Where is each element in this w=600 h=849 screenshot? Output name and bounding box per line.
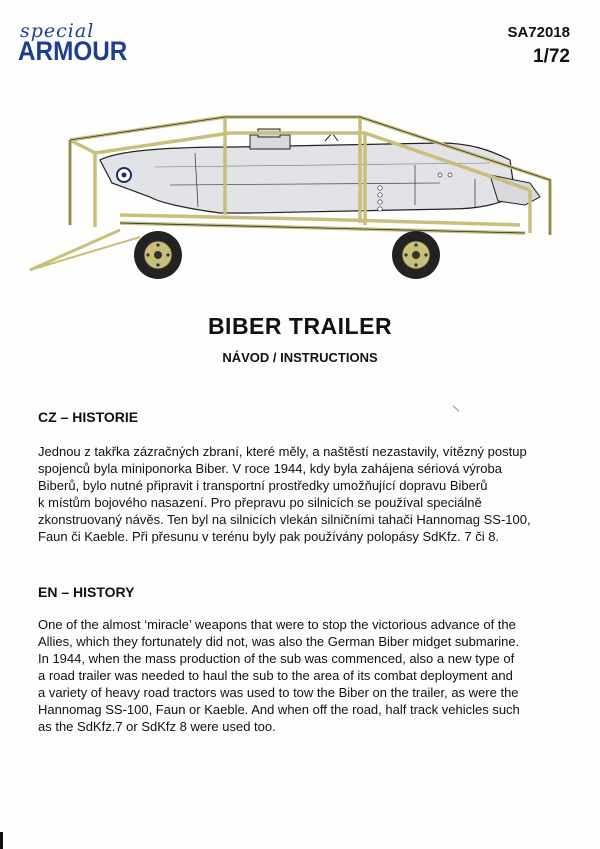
cz-line: zkonstruovaný návěs. Ten byl na silnicích vlekán silničními tahači Hannomag SS-100, — [38, 512, 531, 527]
en-heading: EN – HISTORY — [38, 584, 135, 600]
cz-line: Faun či Kaeble. Při přesunu v terénu byly pak používány polopásy SdKfz. 7 či 8. — [38, 529, 500, 544]
en-paragraph — [38, 616, 558, 735]
page-subtitle: NÁVOD / INSTRUCTIONS — [222, 350, 378, 365]
logo-special-text: special — [20, 20, 95, 42]
kit-code: SA72018 — [507, 24, 570, 41]
logo-armour-text: ARMOUR — [18, 36, 128, 66]
cz-line: spojenců byla miniponorka Biber. V roce 1944, kdy byla zahájena sériová výroba — [38, 461, 502, 476]
kit-scale: 1/72 — [533, 46, 570, 67]
page-title: BIBER TRAILER — [207, 313, 393, 339]
cz-line: Biberů, bylo nutné připravit i transportní prostředky umožňující dopravu Biberů — [38, 478, 488, 493]
trailer-illustration — [20, 105, 580, 295]
en-line: a road trailer was needed to haul the sub to the area of its combat deployment and — [38, 668, 513, 683]
en-line: a variety of heavy road tractors was used to tow the Biber on the trailer, as were the — [38, 685, 519, 700]
en-line: as the SdKfz.7 or SdKfz 8 were used too. — [38, 719, 276, 734]
scan-speck — [453, 406, 460, 412]
cz-line: Jednou z takřka zázračných zbraní, které měly, a naštěstí nezastavily, vítězný postup — [38, 444, 527, 459]
front-wheel — [134, 231, 182, 279]
cz-line: k místům bojového nasazení. Pro přepravu po silnicích se používal speciálně — [38, 495, 482, 510]
cz-paragraph — [38, 443, 558, 545]
brand-logo — [18, 20, 148, 70]
en-line: Allies, which they fortunately did not, was also the German Biber midget submarine. — [38, 634, 520, 649]
en-line: In 1944, when the mass production of the sub was commenced, also a new type of — [38, 651, 515, 666]
en-line: Hannomag SS-100, Faun or Kaeble. And when off the road, half track vehicles such — [38, 702, 520, 717]
en-line: One of the almost ‘miracle’ weapons that were to stop the victorious advance of the — [38, 617, 516, 632]
edge-mark — [0, 832, 3, 849]
cz-heading: CZ – HISTORIE — [38, 409, 139, 425]
rear-wheel — [392, 231, 440, 279]
